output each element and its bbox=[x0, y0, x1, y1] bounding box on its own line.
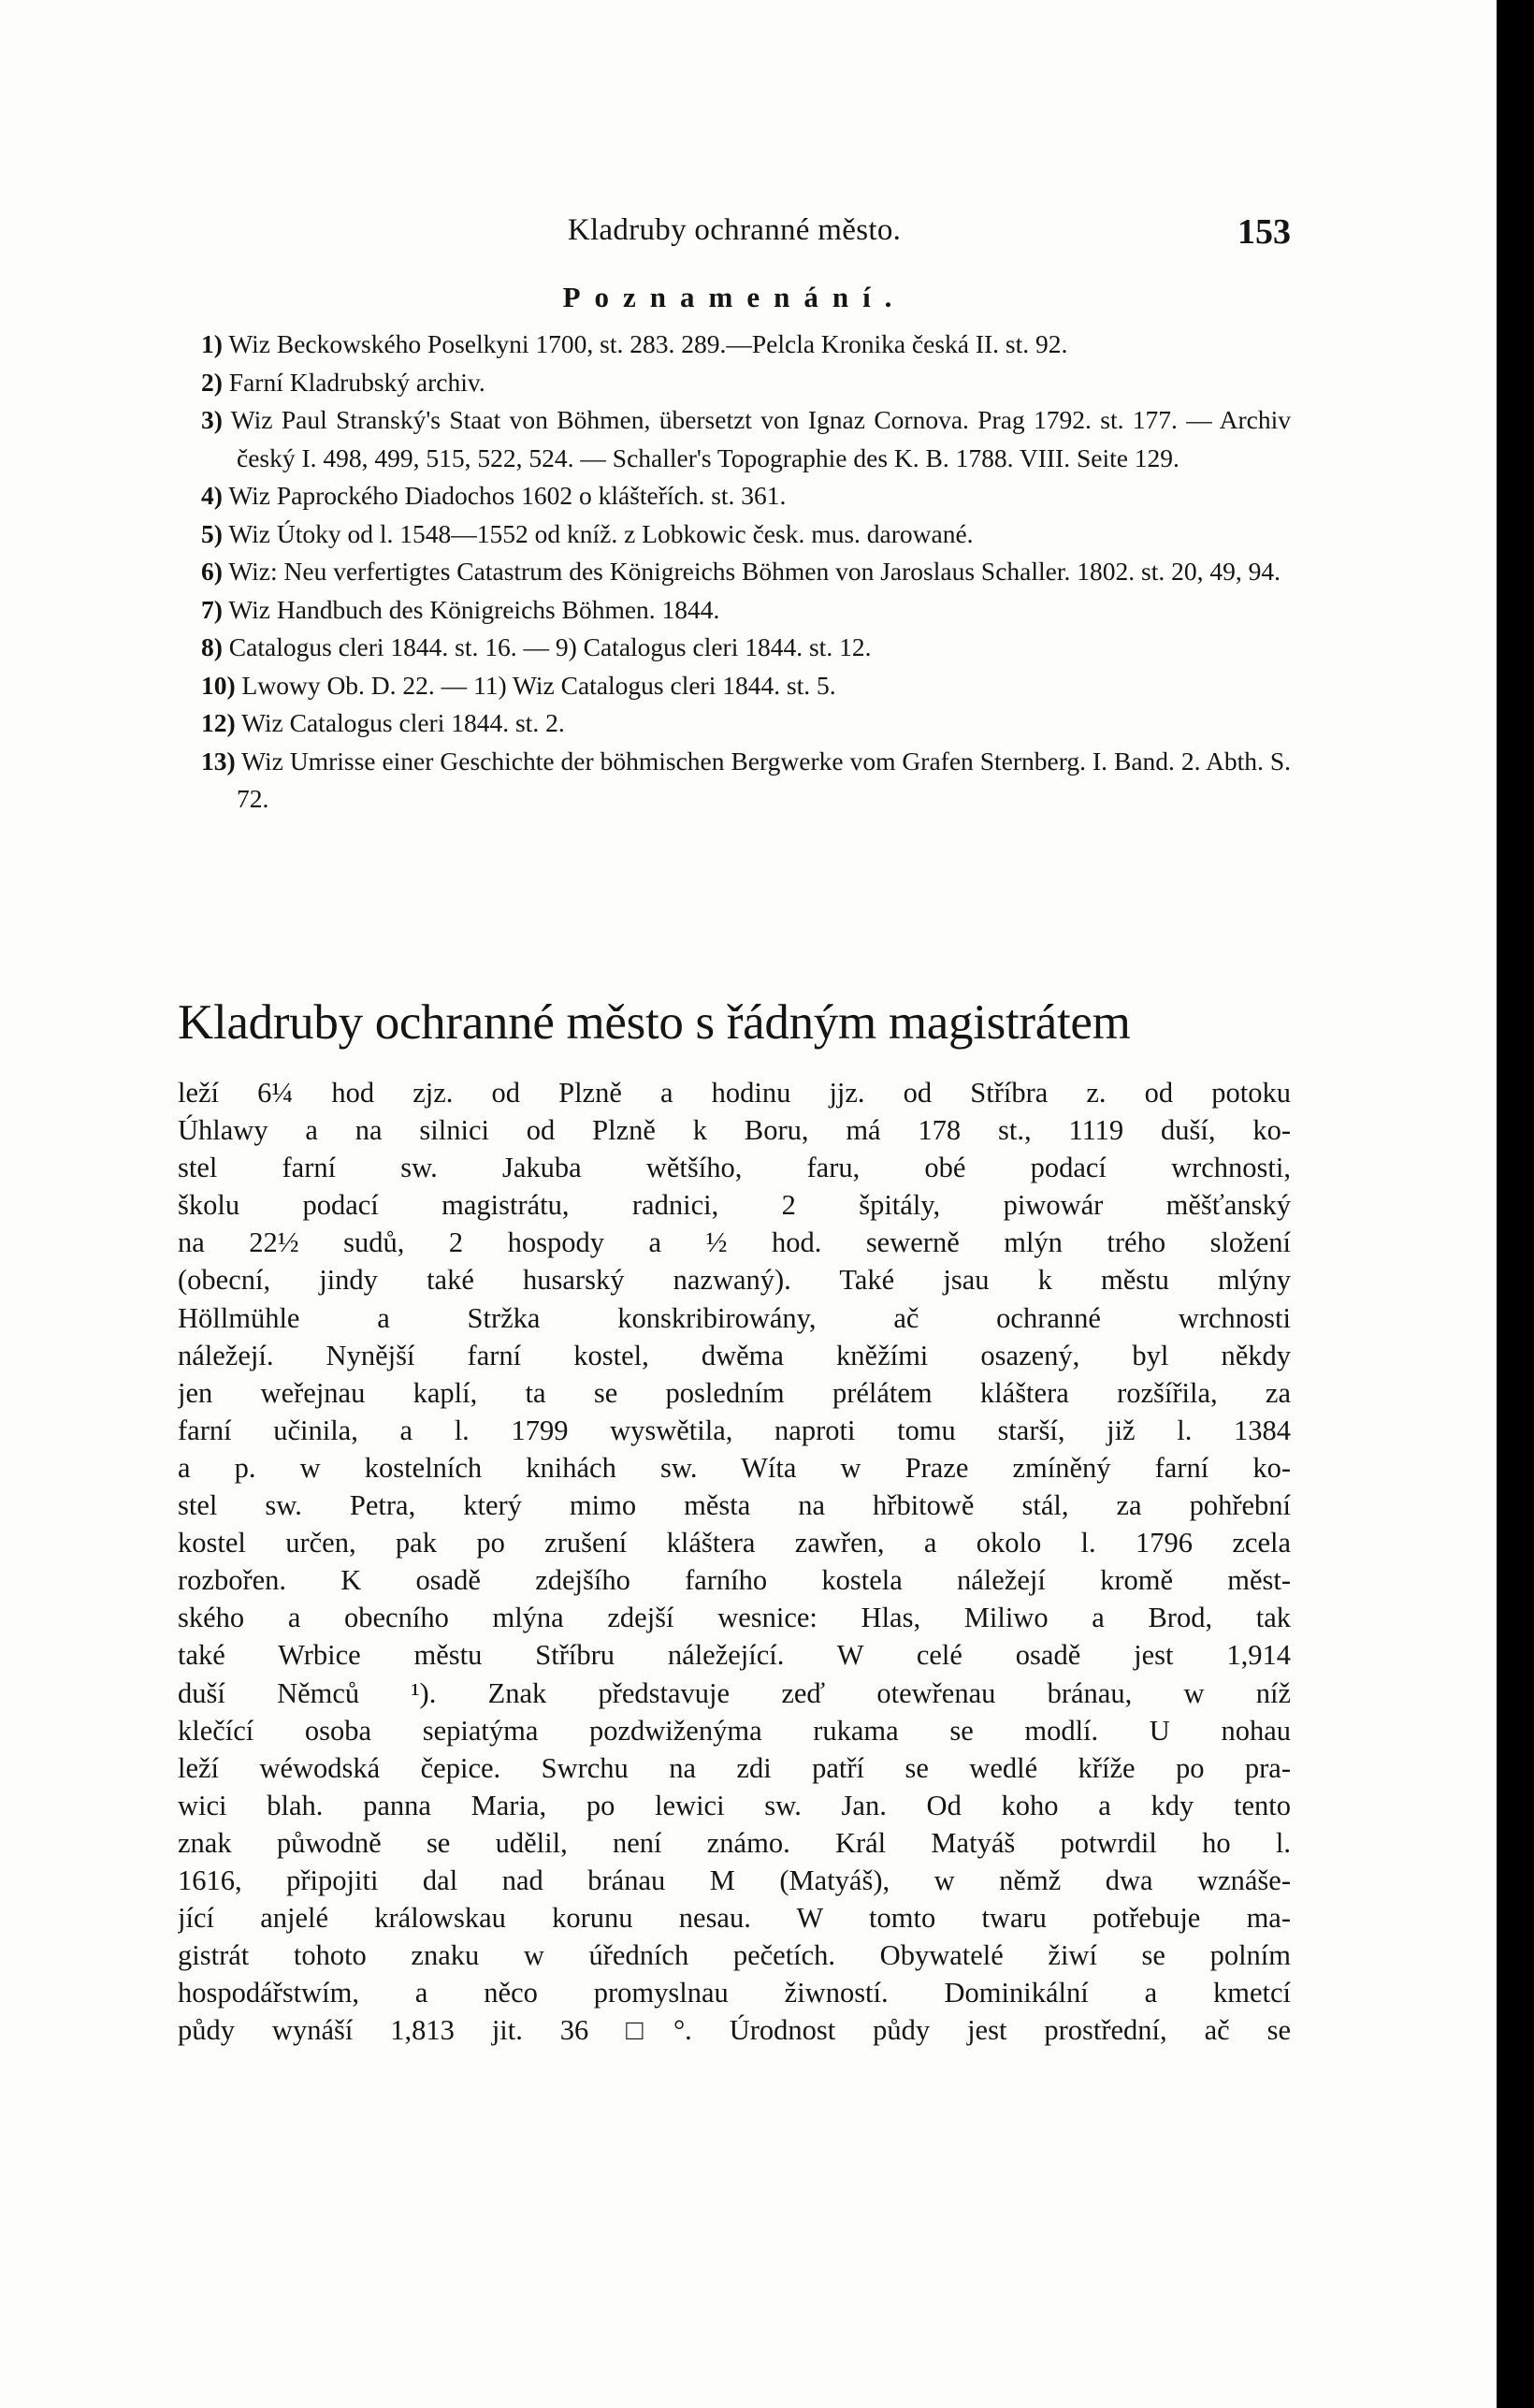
text-line: rozbořen. K osadě zdejšího farního kostela náležejí kromě měst- bbox=[178, 1564, 1291, 1597]
note-number: 6) bbox=[201, 557, 223, 586]
note-item bbox=[201, 629, 1291, 667]
note-item bbox=[201, 477, 1291, 515]
note-text: Wiz Paprockého Diadochos 1602 o klášteřích. st. 361. bbox=[228, 481, 787, 510]
text-line: leží 6¼ hod zjz. od Plzně a hodinu jjz. od Stříbra z. od potoku bbox=[178, 1077, 1291, 1109]
note-number: 3) bbox=[201, 405, 223, 434]
note-item bbox=[201, 743, 1291, 819]
note-item bbox=[201, 401, 1291, 477]
running-title: Kladruby ochranné město. bbox=[567, 213, 902, 247]
note-text: Lwowy Ob. D. 22. — 11) Wiz Catalogus cleri 1844. st. 5. bbox=[241, 670, 836, 700]
text-line: wici blah. panna Maria, po lewici sw. Jan. Od koho a kdy tento bbox=[178, 1789, 1291, 1821]
note-item bbox=[201, 704, 1291, 743]
page-number: 153 bbox=[1237, 212, 1291, 252]
note-item bbox=[201, 326, 1291, 364]
note-text: Farní Kladrubský archiv. bbox=[228, 367, 485, 397]
note-item bbox=[201, 364, 1291, 402]
text-line: stel farní sw. Jakuba wětšího, faru, obé podací wrchnosti, bbox=[178, 1152, 1291, 1184]
note-text: Wiz Beckowského Poselkyni 1700, st. 283. 289.—Pelcla Kronika česká II. st. 92. bbox=[228, 329, 1068, 358]
text-line: (obecní, jindy také husarský nazwaný). Také jsau k městu mlýny bbox=[178, 1264, 1291, 1297]
note-text: Wiz Umrisse einer Geschichte der böhmischen Bergwerke vom Grafen Sternberg. I. Band. 2. Abth. S. 72. bbox=[237, 746, 1291, 813]
note-text: Wiz Handbuch des Königreichs Böhmen. 1844. bbox=[228, 594, 720, 624]
text-line: Höllmühle a Stržka konskribirowány, ač ochranné wrchnosti bbox=[178, 1301, 1291, 1334]
note-text: Wiz Catalogus cleri 1844. st. 2. bbox=[241, 708, 565, 737]
text-line: klečící osoba sepiatýma pozdwiženýma rukama se modlí. U nohau bbox=[178, 1714, 1291, 1747]
text-line: duší Němců ¹). Znak představuje zeď otewřenau bránau, w níž bbox=[178, 1676, 1291, 1709]
note-number: 7) bbox=[201, 594, 223, 624]
note-text: Catalogus cleri 1844. st. 16. — 9) Catalogus cleri 1844. st. 12. bbox=[228, 632, 872, 661]
note-text: Wiz Paul Stranský's Staat von Böhmen, übersetzt von Ignaz Cornova. Prag 1792. st. 177. — Archiv český I. 498, 499, 515, 522, 524. — Schaller's Topographie des K. B. 1788. VIII. Seite 129. bbox=[230, 405, 1291, 472]
text-line: jen weřejnau kaplí, ta se posledním prélátem kláštera rozšířila, za bbox=[178, 1376, 1291, 1409]
note-number: 8) bbox=[201, 632, 223, 661]
note-item bbox=[201, 591, 1291, 630]
text-line: kostel určen, pak po zrušení kláštera zawřen, a okolo l. 1796 zcela bbox=[178, 1527, 1291, 1559]
note-number: 2) bbox=[201, 367, 223, 397]
note-text: Wiz Útoky od l. 1548—1552 od kníž. z Lobkowic česk. mus. darowané. bbox=[228, 518, 974, 548]
section-title: Kladruby ochranné město s řádným magistrátem bbox=[178, 995, 1131, 1050]
running-head bbox=[178, 213, 1291, 260]
text-line: leží wéwodská čepice. Swrchu na zdi patří se wedlé kříže po pra- bbox=[178, 1751, 1291, 1784]
note-number: 5) bbox=[201, 518, 223, 548]
note-number: 12) bbox=[201, 708, 236, 737]
text-line: také Wrbice městu Stříbru náležející. W celé osadě jest 1,914 bbox=[178, 1639, 1291, 1672]
note-number: 4) bbox=[201, 481, 223, 510]
note-item bbox=[201, 515, 1291, 554]
note-number: 10) bbox=[201, 670, 236, 700]
text-line: na 22½ sudů, 2 hospody a ½ hod. sewerně mlýn trého složení bbox=[178, 1226, 1291, 1259]
text-line: gistrát tohoto znaku w úředních pečetích. Obywatelé žiwí se polním bbox=[178, 1939, 1291, 1972]
note-item bbox=[201, 667, 1291, 705]
text-line: 1616, připojiti dal nad bránau M (Matyáš), w němž dwa wznáše- bbox=[178, 1864, 1291, 1896]
text-line: hospodářstwím, a něco promyslnau žiwností. Dominikální a kmetcí bbox=[178, 1977, 1291, 2009]
text-line: náležejí. Nynější farní kostel, dwěma kněžími osazený, byl někdy bbox=[178, 1339, 1291, 1371]
body-paragraph bbox=[178, 1074, 1291, 2049]
text-line: jící anjelé králowskau korunu nesau. W tomto twaru potřebuje ma- bbox=[178, 1902, 1291, 1935]
text-line: Úhlawy a na silnici od Plzně k Boru, má 178 st., 1119 duší, ko- bbox=[178, 1114, 1291, 1147]
note-number: 1) bbox=[201, 329, 223, 358]
notes-heading: Poznamenání. bbox=[562, 281, 906, 313]
notes-list bbox=[201, 326, 1291, 819]
text-line: ského a obecního mlýna zdejší wesnice: Hlas, Miliwo a Brod, tak bbox=[178, 1602, 1291, 1634]
text-line: a p. w kostelních knihách sw. Wíta w Praze zmíněný farní ko- bbox=[178, 1451, 1291, 1484]
note-item bbox=[201, 553, 1291, 591]
text-line: farní učinila, a l. 1799 wyswětila, naproti tomu starší, již l. 1384 bbox=[178, 1414, 1291, 1446]
text-line: znak půwodně se udělil, není známo. Král Matyáš potwrdil ho l. bbox=[178, 1826, 1291, 1859]
note-number: 13) bbox=[201, 746, 236, 776]
note-text: Wiz: Neu verfertigtes Catastrum des Königreichs Böhmen von Jaroslaus Schaller. 1802. st. 20, 49, 94. bbox=[228, 557, 1281, 586]
text-line: stel sw. Petra, který mimo města na hřbitowě stál, za pohřební bbox=[178, 1489, 1291, 1522]
text-line: půdy wynáší 1,813 jit. 36 □°. Úrodnost půdy jest prostřední, ač se bbox=[178, 2014, 1291, 2047]
text-line: školu podací magistrátu, radnici, 2 špitály, piwowár měšťanský bbox=[178, 1189, 1291, 1222]
